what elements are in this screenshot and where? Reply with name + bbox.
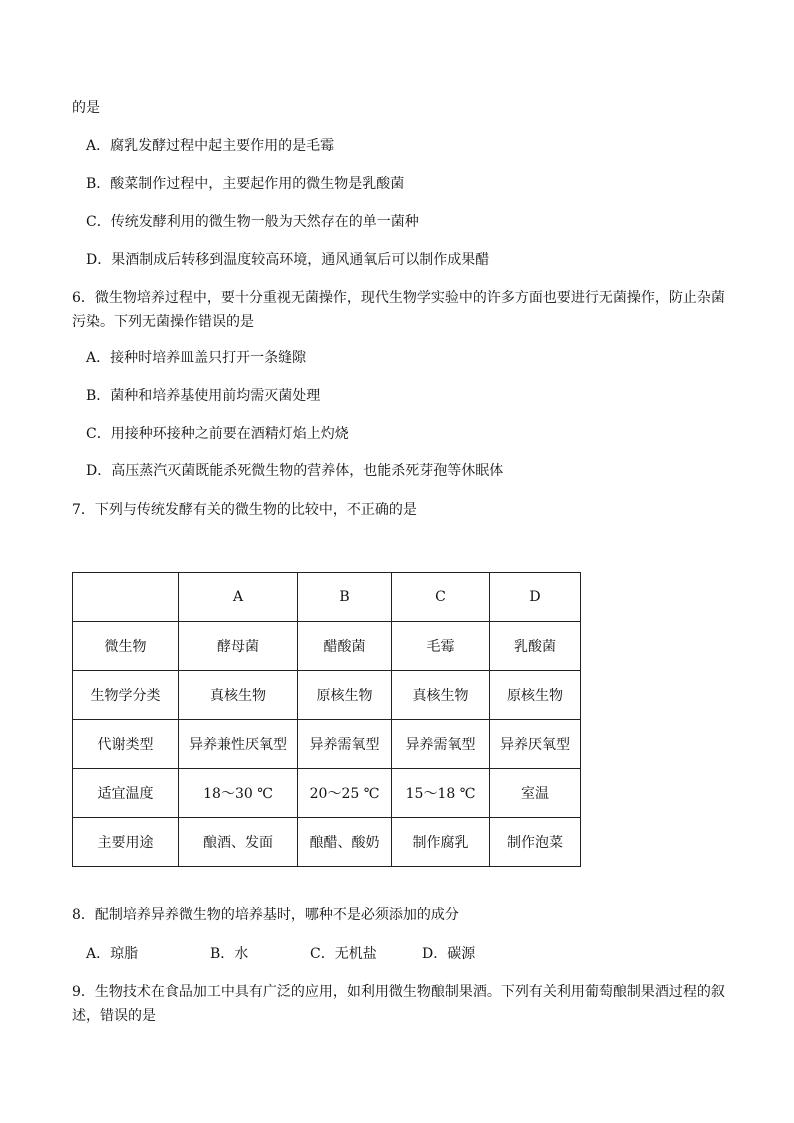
table-row [73, 671, 581, 720]
table-corner-cell [73, 573, 179, 622]
table-cell: 制作泡菜 [490, 818, 581, 867]
table-row [73, 720, 581, 769]
table-cell: 真核生物 [392, 671, 490, 720]
row-label: 主要用途 [73, 818, 179, 867]
table-cell: 醋酸菌 [298, 622, 392, 671]
q5-option-b: B．酸菜制作过程中，主要起作用的微生物是乳酸菌 [86, 176, 405, 192]
q5-option-d: D．果酒制成后转移到温度较高环境，通风通氧后可以制作成果醋 [86, 252, 490, 268]
table-cell: 制作腐乳 [392, 818, 490, 867]
table-cell: 酿醋、酸奶 [298, 818, 392, 867]
row-label: 代谢类型 [73, 720, 179, 769]
table-header-d: D [490, 573, 581, 622]
q5-option-a: A．腐乳发酵过程中起主要作用的是毛霉 [86, 138, 335, 154]
q7-comparison-table [72, 572, 581, 867]
table-header-b: B [298, 573, 392, 622]
table-header-c: C [392, 573, 490, 622]
row-label: 适宜温度 [73, 769, 179, 818]
table-cell: 15～18 ℃ [392, 769, 490, 818]
table-cell: 异养兼性厌氧型 [179, 720, 298, 769]
table-cell: 酿酒、发面 [179, 818, 298, 867]
table-row [73, 818, 581, 867]
table-cell: 异养厌氧型 [490, 720, 581, 769]
q6-option-a: A．接种时培养皿盖只打开一条缝隙 [86, 350, 307, 366]
table-cell: 原核生物 [298, 671, 392, 720]
q8-option-d: D．碳源 [422, 946, 476, 962]
q6-stem-line1: 6．微生物培养过程中，要十分重视无菌操作，现代生物学实验中的许多方面也要进行无菌操作，防止杂菌 [72, 290, 725, 306]
table-header-a: A [179, 573, 298, 622]
q8-options-row [86, 944, 475, 964]
table-cell: 毛霉 [392, 622, 490, 671]
table-cell: 异养需氧型 [392, 720, 490, 769]
table-cell: 异养需氧型 [298, 720, 392, 769]
table-cell: 酵母菌 [179, 622, 298, 671]
row-label: 生物学分类 [73, 671, 179, 720]
q6-option-b: B．菌种和培养基使用前均需灭菌处理 [86, 388, 321, 404]
q8-option-b: B．水 [210, 946, 249, 962]
table-header-row [73, 573, 581, 622]
q6-option-c: C．用接种环接种之前要在酒精灯焰上灼烧 [86, 426, 349, 442]
q8-stem: 8．配制培养异养微生物的培养基时，哪种不是必须添加的成分 [72, 907, 459, 923]
q8-option-a: A．琼脂 [86, 946, 139, 962]
row-label: 微生物 [73, 622, 179, 671]
table-cell: 18～30 ℃ [179, 769, 298, 818]
q5-option-c: C．传统发酵利用的微生物一般为天然存在的单一菌种 [86, 214, 419, 230]
q9-stem-line2: 述，错误的是 [72, 1008, 156, 1024]
table-row [73, 622, 581, 671]
q6-option-d: D．高压蒸汽灭菌既能杀死微生物的营养体，也能杀死芽孢等休眠体 [86, 463, 504, 479]
table-cell: 室温 [490, 769, 581, 818]
table-cell: 乳酸菌 [490, 622, 581, 671]
table-cell: 原核生物 [490, 671, 581, 720]
q5-stem-tail: 的是 [72, 100, 100, 116]
q9-stem-line1: 9．生物技术在食品加工中具有广泛的应用，如利用微生物酿制果酒。下列有关利用葡萄酿制果酒过程的叙 [72, 984, 725, 1000]
q6-stem-line2: 污染。下列无菌操作错误的是 [72, 314, 254, 330]
q8-option-c: C．无机盐 [310, 946, 377, 962]
table-cell: 真核生物 [179, 671, 298, 720]
table-cell: 20～25 ℃ [298, 769, 392, 818]
q7-stem: 7．下列与传统发酵有关的微生物的比较中，不正确的是 [72, 502, 417, 518]
table-row [73, 769, 581, 818]
